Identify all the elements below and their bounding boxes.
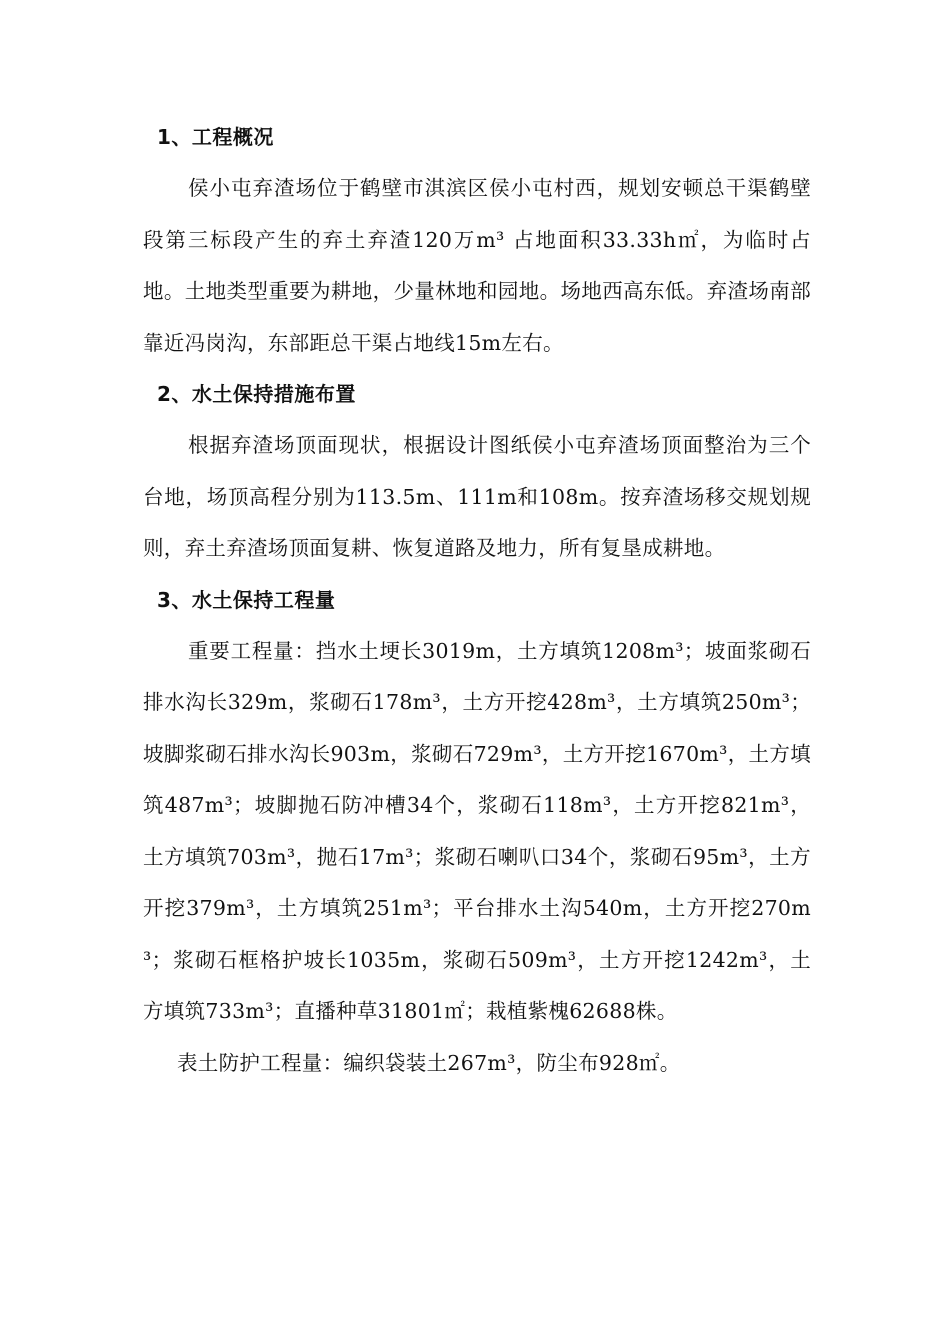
section-heading-measures-layout: 2、水土保持措施布置 bbox=[157, 382, 356, 406]
section-paragraph-quantities: 重要工程量：挡水土埂长3019m，土方填筑1208m³；坡面浆砌石排水沟长329m，浆砌石178m³，土方开挖428m³，土方填筑250m³；坡脚浆砌石排水沟长903m，浆砌石729m³，土方开挖1670m³，土方填筑487m³；坡脚抛石防冲槽34个，浆砌石118m³，土方开挖821m³，土方填筑703m³，抛石17m³；浆砌石喇叭口34个，浆砌石95m³，土方开挖379m³，土方填筑251m³；平台排水土沟540m，土方开挖270m³；浆砌石框格护坡长1035m，浆砌石509m³，土方开挖1242m³，土方填筑733m³；直播种草31801㎡；栽植紫槐62688株。 bbox=[143, 638, 811, 1023]
section-paragraph-project-overview: 侯小屯弃渣场位于鹤壁市淇滨区侯小屯村西，规划安顿总干渠鹤壁段第三标段产生的弃土弃渣120万m³ 占地面积33.33h㎡，为临时占地。土地类型重要为耕地，少量林地和园地。场地西高东低。弃渣场南部靠近冯岗沟，东部距总干渠占地线15m左右。 bbox=[143, 176, 811, 355]
document-body bbox=[143, 112, 811, 1089]
section-heading-quantities: 3、水土保持工程量 bbox=[157, 587, 336, 612]
section-heading-project-overview: 1、工程概况 bbox=[157, 125, 274, 149]
section-paragraph-measures-layout: 根据弃渣场顶面现状，根据设计图纸侯小屯弃渣场顶面整治为三个台地，场顶高程分别为113.5m、111m和108m。按弃渣场移交规划规则，弃土弃渣场顶面复耕、恢复道路及地力，所有复垦成耕地。 bbox=[143, 433, 811, 560]
closing-paragraph-topsoil-protection: 表土防护工程量：编织袋装土267m³，防尘布928㎡。 bbox=[177, 1050, 681, 1075]
